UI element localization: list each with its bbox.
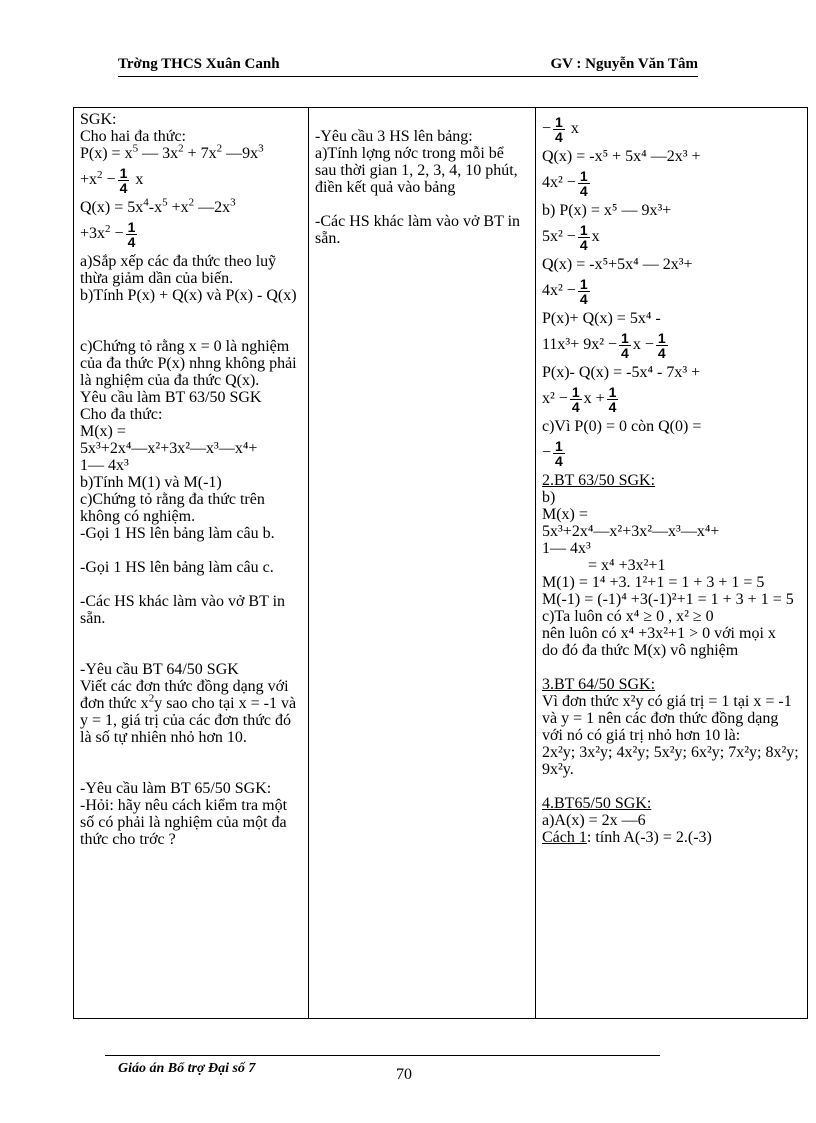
others-note: -Các HS khác làm vào vở BT in sẵn. xyxy=(80,593,286,627)
sum-2: 11x³+ 9x² − $\frac{1}{4}$ x − $\frac{1}{4}$ xyxy=(542,330,666,361)
others-note-2: -Các HS khác làm vào vở BT in sẵn. xyxy=(315,213,521,247)
nen-luon: nên luôn có x⁴ +3x²+1 > 0 với mọi x xyxy=(542,625,776,642)
task-c: c)Chứng tỏ rằng x = 0 là nghiệm của đa thức P(x) nhng không phải là nghiệm của đa thức Q(x). xyxy=(80,338,297,389)
poly-p-line2: $+x^2$ − $\frac{1}{4}$ x xyxy=(80,165,144,196)
frac-x-line: − $\frac{1}{4}$ x xyxy=(542,114,579,145)
footer-title: Giáo án Bổ trợ Đại số 7 xyxy=(118,1061,256,1076)
page-number: 70 xyxy=(396,1066,412,1083)
poly-q-line2: $+3x^2$ − $\frac{1}{4}$ xyxy=(80,219,136,250)
b-q-2: 4x² − $\frac{1}{4}$ xyxy=(542,276,588,307)
req-65: -Yêu cầu làm BT 65/50 SGK: xyxy=(80,780,272,797)
sum-1: P(x)+ Q(x) = 5x⁴ - xyxy=(542,310,661,327)
poly-p-line1: $P(x) = x^5$ — $3x^2 + 7x^2$ $—9x^3$ xyxy=(80,142,264,162)
req-64: -Yêu cầu BT 64/50 SGK xyxy=(80,661,239,678)
school-name: Trờng THCS Xuân Canh xyxy=(118,56,280,72)
footer-rule xyxy=(105,1055,660,1056)
diff-2: x² − $\frac{1}{4}$ x + $\frac{1}{4}$ xyxy=(542,384,617,415)
mx3-2: 5x³+2x⁴—x²+3x²—x³—x⁴+ xyxy=(542,523,720,540)
vi-don-thuc: Vì đơn thức x²y có giá trị = 1 tại x = -1 và y = 1 nên các đơn thức đồng dạng với nó có giá trị nhỏ hơn 10 là: xyxy=(542,693,792,744)
q-sorted-2: 4x² − $\frac{1}{4}$ xyxy=(542,168,588,199)
b-q-1: Q(x) = -x⁵+5x⁴ — 2x³+ xyxy=(542,256,693,273)
c-vi-2: − $\frac{1}{4}$ xyxy=(542,438,563,469)
c-vi: c)Vì P(0) = 0 còn Q(0) = xyxy=(542,418,702,435)
mx3-3: 1— 4x³ xyxy=(542,540,591,557)
text-cho-hai: Cho hai đa thức: xyxy=(80,128,186,145)
b-p-1: b) P(x) = x⁵ — 9x³+ xyxy=(542,202,672,219)
task-water: a)Tính lợng nớc trong mỗi bể sau thời gian 1, 2, 3, 4, 10 phút, điền kết quả vào bảng xyxy=(315,145,518,196)
heading-bt64: 3.BT 64/50 SGK: xyxy=(542,676,656,693)
text-sgk: SGK: xyxy=(80,111,117,128)
b-label: b) xyxy=(542,489,556,506)
diff-1: P(x)- Q(x) = -5x⁴ - 7x³ + xyxy=(542,364,701,381)
teacher-name: GV : Nguyễn Văn Tâm xyxy=(550,56,698,72)
teacher-activity-column xyxy=(74,108,309,1019)
mx-line3: 1— 4x³ xyxy=(80,457,129,474)
heading-bt63: 2.BT 63/50 SGK: xyxy=(542,472,656,489)
monomial-list: 2x²y; 3x²y; 4x²y; 5x²y; 6x²y; 7x²y; 8x²y; 9x²y. xyxy=(542,744,799,778)
question-65: -Hỏi: hãy nêu cách kiểm tra một số có phải là nghiệm của một đa thức cho trớc ? xyxy=(80,797,288,848)
mx3-1: M(x) = xyxy=(542,506,588,523)
task-c-m: c)Chứng tỏ rằng đa thức trên không có nghiệm. xyxy=(80,491,265,525)
req-3hs: -Yêu cầu 3 HS lên bảng: xyxy=(315,128,473,145)
heading-bt65: 4.BT65/50 SGK: xyxy=(542,795,652,812)
mx3-4: = x⁴ +3x²+1 xyxy=(588,557,666,574)
task-a: a)Sắp xếp các đa thức theo luỹ thừa giảm dần của biến. xyxy=(80,253,277,287)
call-b: -Gọi 1 HS lên bảng làm câu b. xyxy=(80,525,275,542)
a-ax: a)A(x) = 2x —6 xyxy=(542,812,646,829)
m-of-1: M(1) = 1⁴ +3. 1²+1 = 1 + 3 + 1 = 5 xyxy=(542,574,765,591)
do-do: do đó đa thức M(x) vô nghiệm xyxy=(542,642,739,659)
task-b-m: b)Tính M(1) và M(-1) xyxy=(80,474,222,491)
mx-line1: M(x) = xyxy=(80,423,126,440)
call-c: -Gọi 1 HS lên bảng làm câu c. xyxy=(80,559,274,576)
content-column xyxy=(536,108,808,1019)
m-of-minus1: M(-1) = (-1)⁴ +3(-1)²+1 = 1 + 3 + 1 = 5 xyxy=(542,591,794,608)
poly-q-line1: $Q(x) = 5x^4-x^5 +x^2$ $—2x^3$ xyxy=(80,196,236,216)
mx-line2: 5x³+2x⁴—x²+3x²—x³—x⁴+ xyxy=(80,440,258,457)
req-63: Yêu cầu làm BT 63/50 SGK xyxy=(80,389,262,406)
text-cho-da: Cho đa thức: xyxy=(80,406,163,423)
q-sorted-1: Q(x) = -x⁵ + 5x⁴ —2x³ + xyxy=(542,148,701,165)
task-64: Viết các đơn thức đồng dạng với đơn thức $x^2y$ sao cho tại x = -1 và y = 1, giá trị của các đơn thức đó là số tự nhiên nhỏ hơn 10. xyxy=(80,678,297,746)
student-activity-column xyxy=(309,108,536,1019)
task-b: b)Tính P(x) + Q(x) và P(x) - Q(x) xyxy=(80,287,297,304)
cach-1: Cách 1: tính A(-3) = 2.(-3) xyxy=(542,829,712,846)
b-p-2: 5x² − $\frac{1}{4}$ x xyxy=(542,222,600,253)
c-ta: c)Ta luôn có x⁴ ≥ 0 , x² ≥ 0 xyxy=(542,608,714,625)
page-header xyxy=(118,54,698,77)
lesson-table xyxy=(73,107,808,1019)
